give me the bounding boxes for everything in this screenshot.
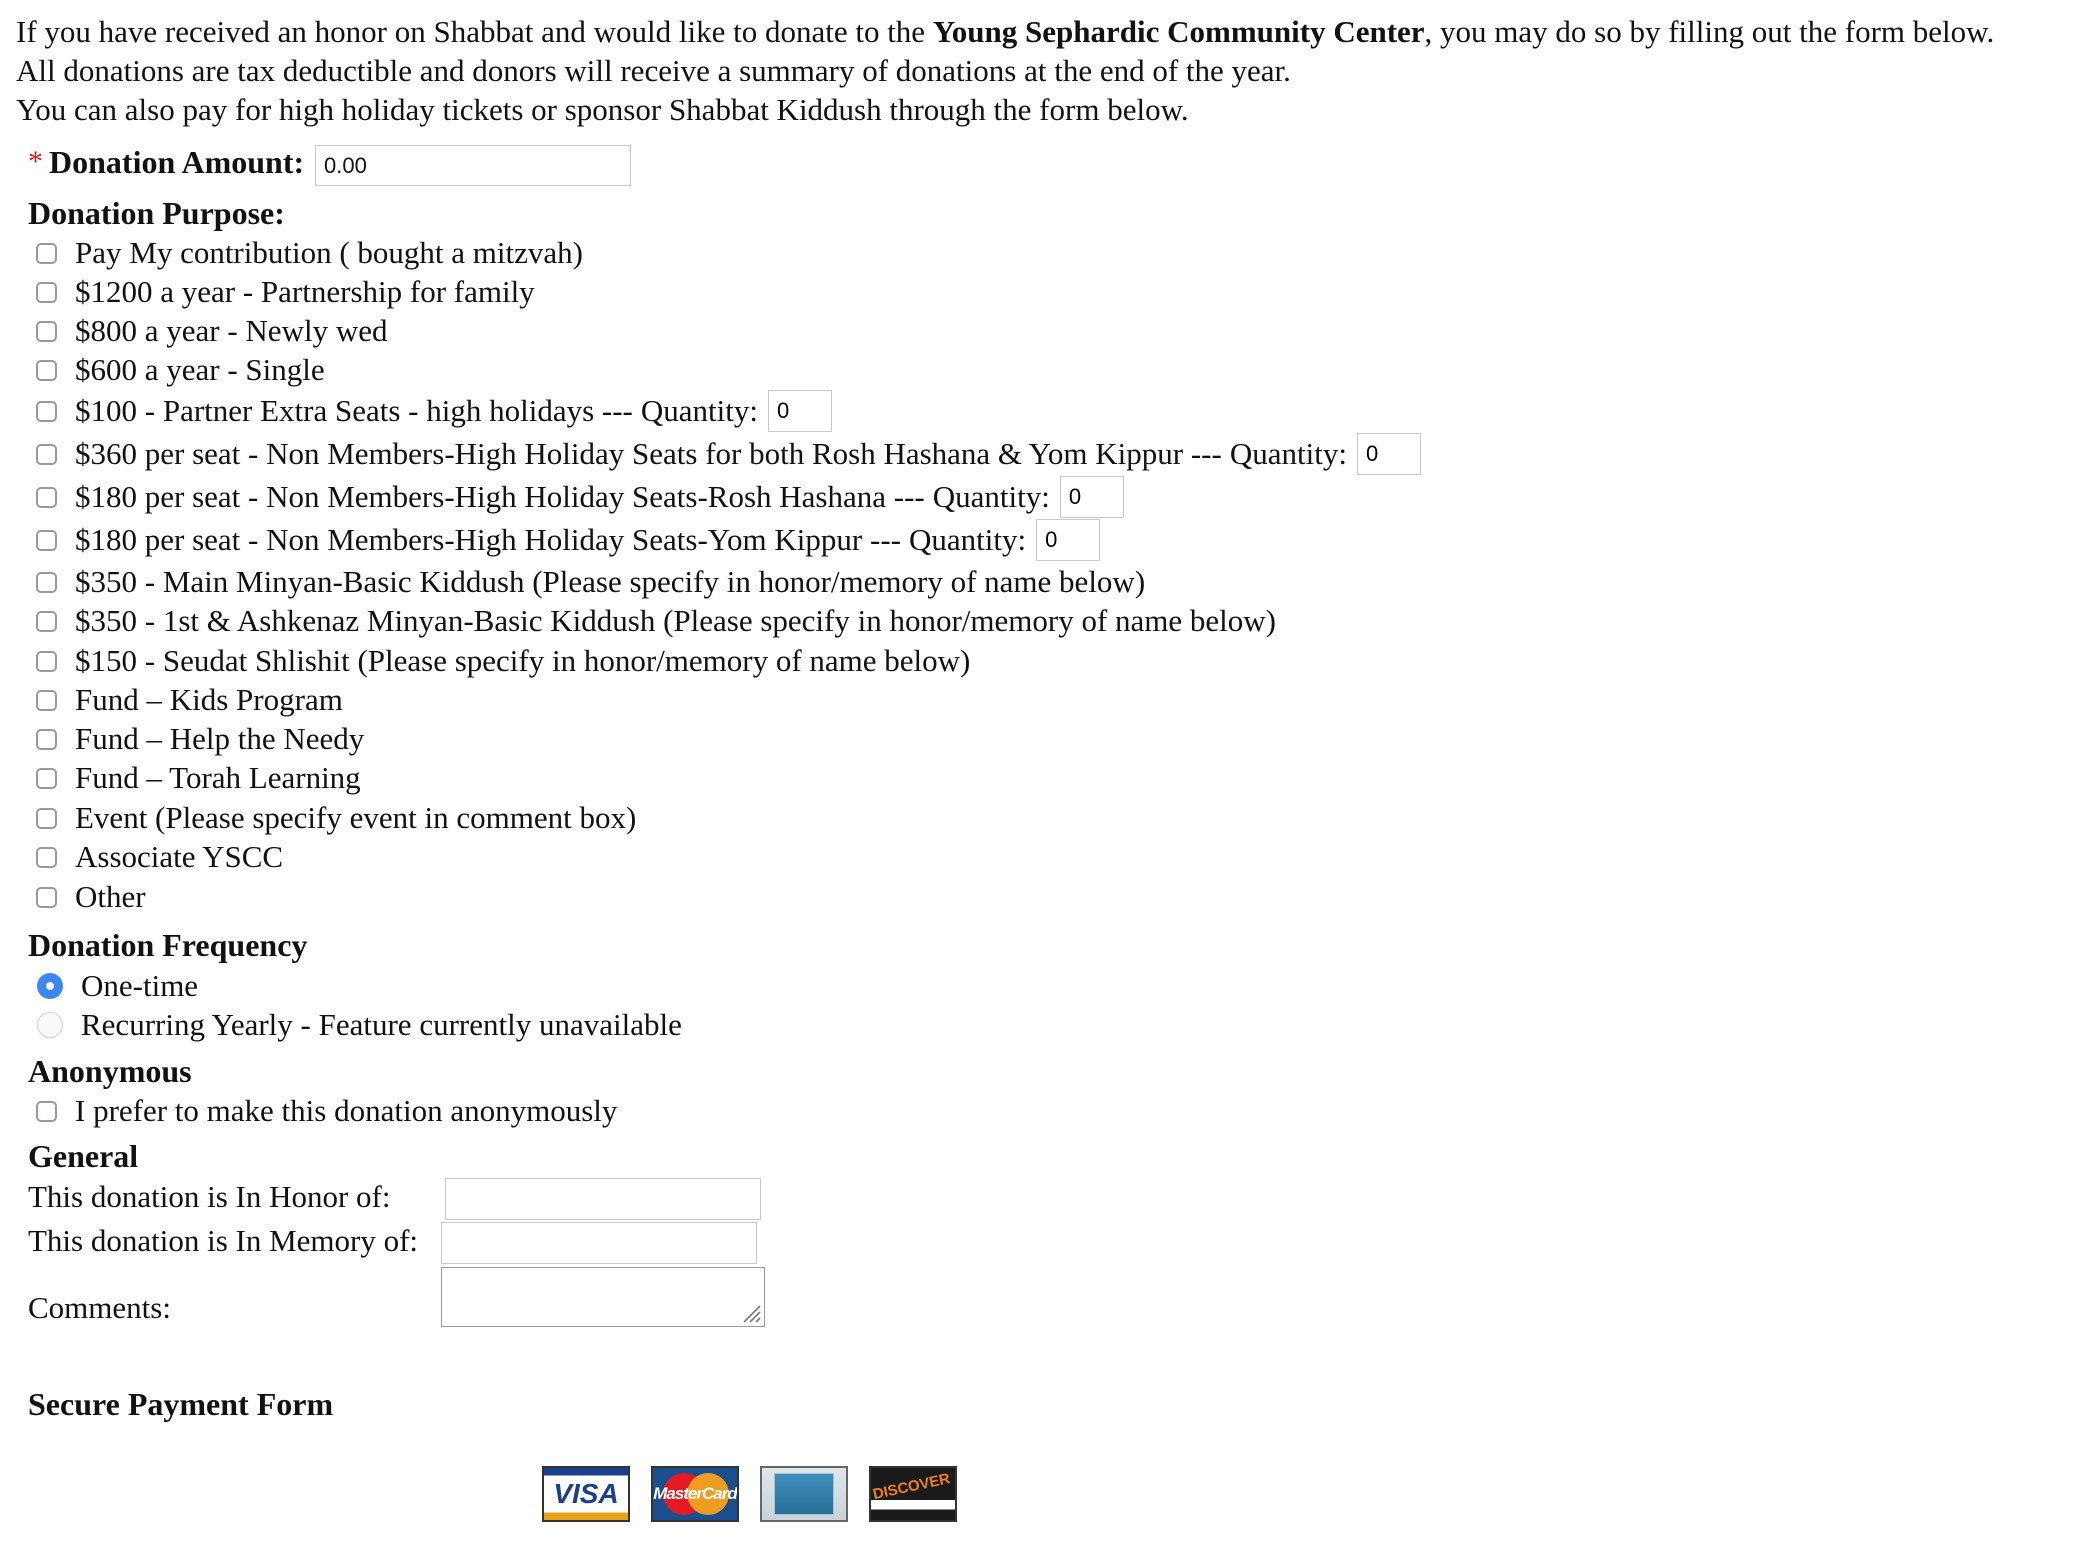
purpose-option[interactable] (36, 721, 364, 757)
quantity-label: Quantity: (932, 479, 1050, 514)
purpose-option-label: $100 - Partner Extra Seats - high holidays --- (75, 393, 633, 428)
frequency-option-one-time[interactable] (37, 968, 198, 1004)
intro-line-1-end: , you may do so by filling out the form below. (1424, 14, 1995, 49)
donation-amount-label: Donation Amount: (49, 143, 305, 180)
radio-selected[interactable] (37, 973, 63, 999)
frequency-option-label: One-time (81, 968, 199, 1003)
in-memory-of-input[interactable] (441, 1222, 757, 1264)
quantity-label: Quantity: (1229, 436, 1347, 471)
in-memory-of-label: This donation is In Memory of: (28, 1223, 419, 1258)
purpose-checkbox[interactable] (36, 282, 57, 303)
amex-card-emblem (774, 1473, 834, 1515)
purpose-option[interactable] (36, 274, 535, 310)
purpose-option[interactable] (36, 436, 1421, 472)
amex-card-icon (760, 1466, 848, 1522)
purpose-option[interactable] (36, 522, 1100, 558)
purpose-option[interactable] (36, 479, 1124, 515)
donation-amount-input[interactable] (315, 145, 631, 186)
donation-amount-label-group (28, 142, 304, 182)
anonymous-option[interactable] (36, 1093, 617, 1129)
purpose-option[interactable] (36, 800, 636, 836)
purpose-option-label: $350 - 1st & Ashkenaz Minyan-Basic Kiddush (Please specify in honor/memory of name below) (75, 603, 1277, 638)
purpose-checkbox[interactable] (36, 690, 57, 711)
comments-label: Comments: (28, 1290, 171, 1325)
donation-frequency-heading: Donation Frequency (28, 927, 308, 963)
purpose-option-label: $150 - Seudat Shlishit (Please specify in honor/memory of name below) (75, 643, 971, 678)
purpose-checkbox[interactable] (36, 847, 57, 868)
in-honor-of-label: This donation is In Honor of: (28, 1179, 391, 1214)
purpose-option-label: Fund – Help the Needy (75, 721, 365, 756)
intro-text (16, 12, 2066, 129)
purpose-checkbox[interactable] (36, 808, 57, 829)
mastercard-card-icon (651, 1466, 739, 1522)
purpose-option-label: $350 - Main Minyan-Basic Kiddush (Please specify in honor/memory of name below) (75, 564, 1146, 599)
purpose-checkbox[interactable] (36, 729, 57, 750)
general-heading: General (28, 1138, 139, 1174)
organization-name: Young Sephardic Community Center (932, 14, 1425, 49)
comments-textarea[interactable] (441, 1267, 765, 1327)
quantity-input[interactable] (768, 390, 832, 432)
frequency-option-recurring[interactable] (37, 1007, 682, 1043)
purpose-option-label: Event (Please specify event in comment box) (75, 800, 637, 835)
discover-card-icon (869, 1466, 957, 1522)
purpose-checkbox[interactable] (36, 243, 57, 264)
purpose-option-label: Associate YSCC (75, 839, 284, 874)
mastercard-card-text: MasterCard (653, 1484, 737, 1503)
purpose-checkbox[interactable] (36, 530, 57, 551)
purpose-option-label: $1200 a year - Partnership for family (75, 274, 535, 309)
purpose-option[interactable] (36, 564, 1145, 600)
quantity-input[interactable] (1357, 433, 1421, 475)
purpose-option-label: $180 per seat - Non Members-High Holiday Seats-Yom Kippur --- (75, 522, 901, 557)
discover-card-text: DISCOVER (871, 1469, 952, 1503)
purpose-checkbox[interactable] (36, 887, 57, 908)
frequency-option-label: Recurring Yearly - Feature currently unavailable (81, 1007, 682, 1042)
purpose-option[interactable] (36, 352, 325, 388)
purpose-option-label: $360 per seat - Non Members-High Holiday Seats for both Rosh Hashana & Yom Kippur --- (75, 436, 1222, 471)
purpose-option-label: Other (75, 879, 146, 914)
purpose-option-label: $600 a year - Single (75, 352, 325, 387)
quantity-label: Quantity: (640, 393, 758, 428)
intro-line-1-start: If you have received an honor on Shabbat and would like to donate to the (16, 14, 933, 49)
purpose-option[interactable] (36, 839, 283, 875)
purpose-option[interactable] (36, 603, 1276, 639)
in-honor-of-input[interactable] (445, 1178, 761, 1220)
purpose-checkbox[interactable] (36, 651, 57, 672)
quantity-label: Quantity: (908, 522, 1027, 557)
anonymous-heading: Anonymous (28, 1053, 192, 1089)
purpose-option[interactable] (36, 682, 343, 718)
anonymous-option-label: I prefer to make this donation anonymously (75, 1093, 618, 1128)
purpose-checkbox[interactable] (36, 444, 57, 465)
secure-payment-heading: Secure Payment Form (28, 1386, 334, 1422)
quantity-input[interactable] (1060, 476, 1124, 518)
purpose-checkbox[interactable] (36, 572, 57, 593)
intro-line-3: You can also pay for high holiday tickets or sponsor Shabbat Kiddush through the form below. (16, 92, 1189, 127)
purpose-option[interactable] (36, 879, 146, 915)
purpose-checkbox[interactable] (36, 611, 57, 632)
intro-line-1 (16, 12, 2066, 51)
visa-card-icon (542, 1466, 630, 1522)
purpose-option[interactable] (36, 393, 832, 429)
purpose-checkbox[interactable] (36, 360, 57, 381)
purpose-option[interactable] (36, 235, 583, 271)
purpose-option-label: Pay My contribution ( bought a mitzvah) (75, 235, 583, 270)
purpose-option-label: $180 per seat - Non Members-High Holiday Seats-Rosh Hashana --- (75, 479, 925, 514)
purpose-checkbox[interactable] (36, 321, 57, 342)
purpose-option-label: $800 a year - Newly wed (75, 313, 388, 348)
required-mark: * (28, 145, 43, 178)
anonymous-checkbox[interactable] (36, 1101, 57, 1122)
radio-unselected[interactable] (37, 1012, 63, 1038)
purpose-option[interactable] (36, 643, 970, 679)
purpose-option-label: Fund – Torah Learning (75, 760, 361, 795)
purpose-option[interactable] (36, 313, 387, 349)
quantity-input[interactable] (1036, 519, 1100, 561)
purpose-checkbox[interactable] (36, 768, 57, 789)
purpose-option[interactable] (36, 760, 361, 796)
resize-grip-icon[interactable] (740, 1302, 762, 1324)
purpose-checkbox[interactable] (36, 487, 57, 508)
intro-line-2: All donations are tax deductible and donors will receive a summary of donations at the end of the year. (16, 53, 1291, 88)
purpose-checkbox[interactable] (36, 401, 57, 422)
purpose-option-label: Fund – Kids Program (75, 682, 343, 717)
visa-card-text: VISA (553, 1478, 619, 1509)
donation-purpose-heading: Donation Purpose: (28, 195, 285, 231)
